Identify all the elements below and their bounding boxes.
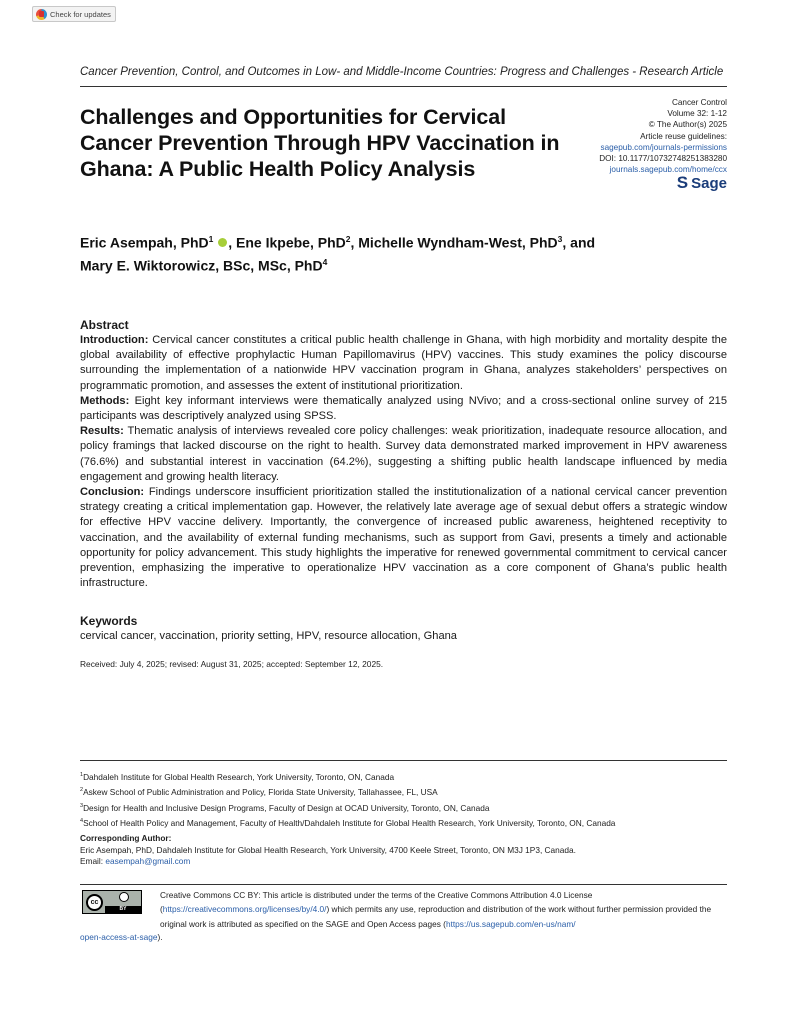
author-separator: ,	[350, 234, 359, 251]
abstract-conclusion	[80, 485, 727, 591]
license-lead: Creative Commons CC BY: This article is distributed under the terms of the Creative Commons Attribution 4.0 License (	[160, 890, 593, 915]
affiliation-item	[80, 815, 740, 830]
introduction-label: Introduction:	[80, 334, 149, 346]
affil-sup: 2	[80, 787, 84, 794]
affil-text: Askew School of Public Administration and Policy, Florida State University, Tallahassee, FL, USA	[83, 787, 438, 798]
reuse-label: Article reuse guidelines:	[640, 131, 727, 141]
license-end: ).	[157, 932, 163, 942]
corresponding-address: Eric Asempah, PhD, Dahdaleh Institute for Global Health Research, York University, 4700 Keele Street, Toronto, ON M3J 1P3, Canada.	[80, 844, 576, 855]
license-mid: ) which permits any use, reproduction and distribution of the work without further permission provided the original work is attributed as specified on the SAGE and Open Access pages (	[160, 904, 712, 929]
affil-sup: 1	[80, 772, 84, 778]
methods-label: Methods:	[80, 394, 130, 407]
affil-text: Dahdaleh Institute for Global Health Research, York University, Toronto, ON, Canada	[83, 771, 395, 782]
email-link[interactable]: easempah@gmail.com	[105, 856, 191, 866]
check-for-updates-button[interactable]	[32, 6, 116, 22]
corresponding-author	[80, 833, 740, 868]
abstract-section	[80, 318, 727, 591]
license-text-tail	[80, 931, 163, 943]
author-affil-sup: 3	[557, 234, 563, 244]
affil-text: Design for Health and Inclusive Design Programs, Faculty of Design at OCAD University, Toronto, ON, Canada	[83, 802, 490, 813]
journal-meta	[527, 97, 727, 175]
cc-by-badge	[82, 890, 142, 914]
journal-home-link[interactable]: journals.sagepub.com/home/ccx	[609, 165, 727, 175]
license-divider	[80, 884, 727, 885]
volume: Volume 32: 1-12	[667, 109, 727, 119]
doi: DOI: 10.1177/10732748251383280	[599, 154, 727, 164]
affil-sup: 4	[80, 817, 84, 824]
sage-s-icon: S	[676, 173, 689, 192]
conclusion-text: Findings underscore insufficient prioritization stalled the institutionalization of a national cervical cancer prevention strategy creating a critical implementation gap. However, the relatively late average age of sexual debut offers a strategic window for effective HPV vaccine delivery. Importantly, the convergence of increased public awareness, heightened receptivity to vaccination, and the availability of external funding mechanisms, such as support from Gavi, presents a timely and actionable opportunity for policy advancement. This study highlights the imperative for renewed governmental commitment to cervical cancer prevention, emphasizing the imperative to operationalize HPV vaccination as a core component of Ghana’s public health infrastructure.	[80, 486, 727, 590]
conclusion-label: Conclusion:	[80, 486, 145, 499]
affil-text: School of Health Policy and Management, Faculty of Health/Dahdaleh Institute for Global Health Research, York University, Toronto, ON, Canada	[83, 817, 616, 828]
license-text	[160, 888, 728, 931]
keywords-text: cervical cancer, vaccination, priority setting, HPV, resource allocation, Ghana	[80, 630, 457, 642]
orcid-icon[interactable]	[218, 238, 227, 247]
corresponding-label: Corresponding Author:	[80, 833, 172, 843]
cc-icon: cc	[86, 894, 103, 911]
abstract-results	[80, 424, 727, 485]
author-affil-sup: 1	[208, 234, 214, 244]
author-name: Ene Ikpebe, PhD	[236, 234, 346, 251]
attribution-icon	[109, 892, 139, 902]
author-affil-sup: 4	[322, 256, 328, 267]
affiliation-item	[80, 800, 740, 815]
abstract-heading: Abstract	[80, 318, 129, 332]
keywords-heading: Keywords	[80, 614, 138, 628]
footnote-divider	[80, 760, 727, 761]
open-access-link-cont[interactable]: open-access-at-sage	[80, 932, 158, 942]
author-name: Mary E. Wiktorowicz, BSc, MSc, PhD	[80, 257, 323, 274]
author-list	[80, 230, 720, 275]
journal-name: Cancer Control	[671, 98, 727, 107]
reuse-link[interactable]: sagepub.com/journals-permissions	[600, 142, 727, 152]
results-label: Results:	[80, 425, 124, 438]
author-affil-sup: 2	[345, 234, 351, 244]
keywords-section	[80, 614, 727, 644]
affiliations	[80, 769, 740, 830]
author-name: Michelle Wyndham-West, PhD	[358, 234, 558, 251]
author-separator: , and	[562, 234, 596, 251]
by-label: BY	[105, 906, 141, 913]
article-title: Challenges and Opportunities for Cervical Cancer Prevention Through HPV Vaccination in Ghana: A Public Health Policy Analysis	[80, 105, 560, 181]
article-dates: Received: July 4, 2025; revised: August 31, 2025; accepted: September 12, 2025.	[80, 659, 384, 669]
check-for-updates-label: Check for updates	[50, 9, 111, 19]
affiliation-item	[80, 784, 740, 799]
abstract-introduction	[80, 333, 727, 394]
results-text: Thematic analysis of interviews revealed core policy challenges: weak prioritization, inadequate resource allocation, and policy framings that lacked discourse on the right to health. Survey data demonstrated marked improvement in HPV awareness (76.6%) and substantial interest in vaccination (64.2%), suggesting a shifting public health landscape influenced by media engagement and growing health literacy.	[80, 425, 727, 483]
methods-text: Eight key informant interviews were thematically analyzed using NVivo; and a cross-sectional online survey of 215 participants was descriptively analyzed using SPSS.	[80, 394, 727, 423]
header-divider	[80, 86, 727, 87]
series-line: Cancer Prevention, Control, and Outcomes in Low- and Middle-Income Countries: Progress and Challenges - Research Article	[80, 66, 724, 78]
affiliation-item	[80, 769, 740, 784]
open-access-link[interactable]: https://us.sagepub.com/en-us/nam/	[445, 918, 576, 929]
author-name: Eric Asempah, PhD	[80, 234, 209, 251]
sage-wordmark: Sage	[691, 174, 727, 192]
sage-logo	[677, 173, 727, 193]
crossmark-icon	[36, 9, 47, 20]
introduction-text: Cervical cancer constitutes a critical public health challenge in Ghana, with high morbidity and mortality despite the global availability of effective prophylactic Human Papillomavirus (HPV) vaccines. This study examines the policy discourse surrounding the implementation of a nationwide HPV vaccination program in Ghana, analyzes stakeholders’ perspectives on programmatic promotion, and assesses the extent of institutional prioritization.	[80, 334, 727, 392]
email-label: Email:	[80, 856, 106, 866]
affil-sup: 3	[80, 802, 84, 809]
abstract-methods	[80, 394, 727, 424]
cc-license-link[interactable]: https://creativecommons.org/licenses/by/4.0/	[162, 904, 327, 915]
copyright: © The Author(s) 2025	[648, 120, 727, 130]
author-separator: ,	[228, 234, 237, 251]
